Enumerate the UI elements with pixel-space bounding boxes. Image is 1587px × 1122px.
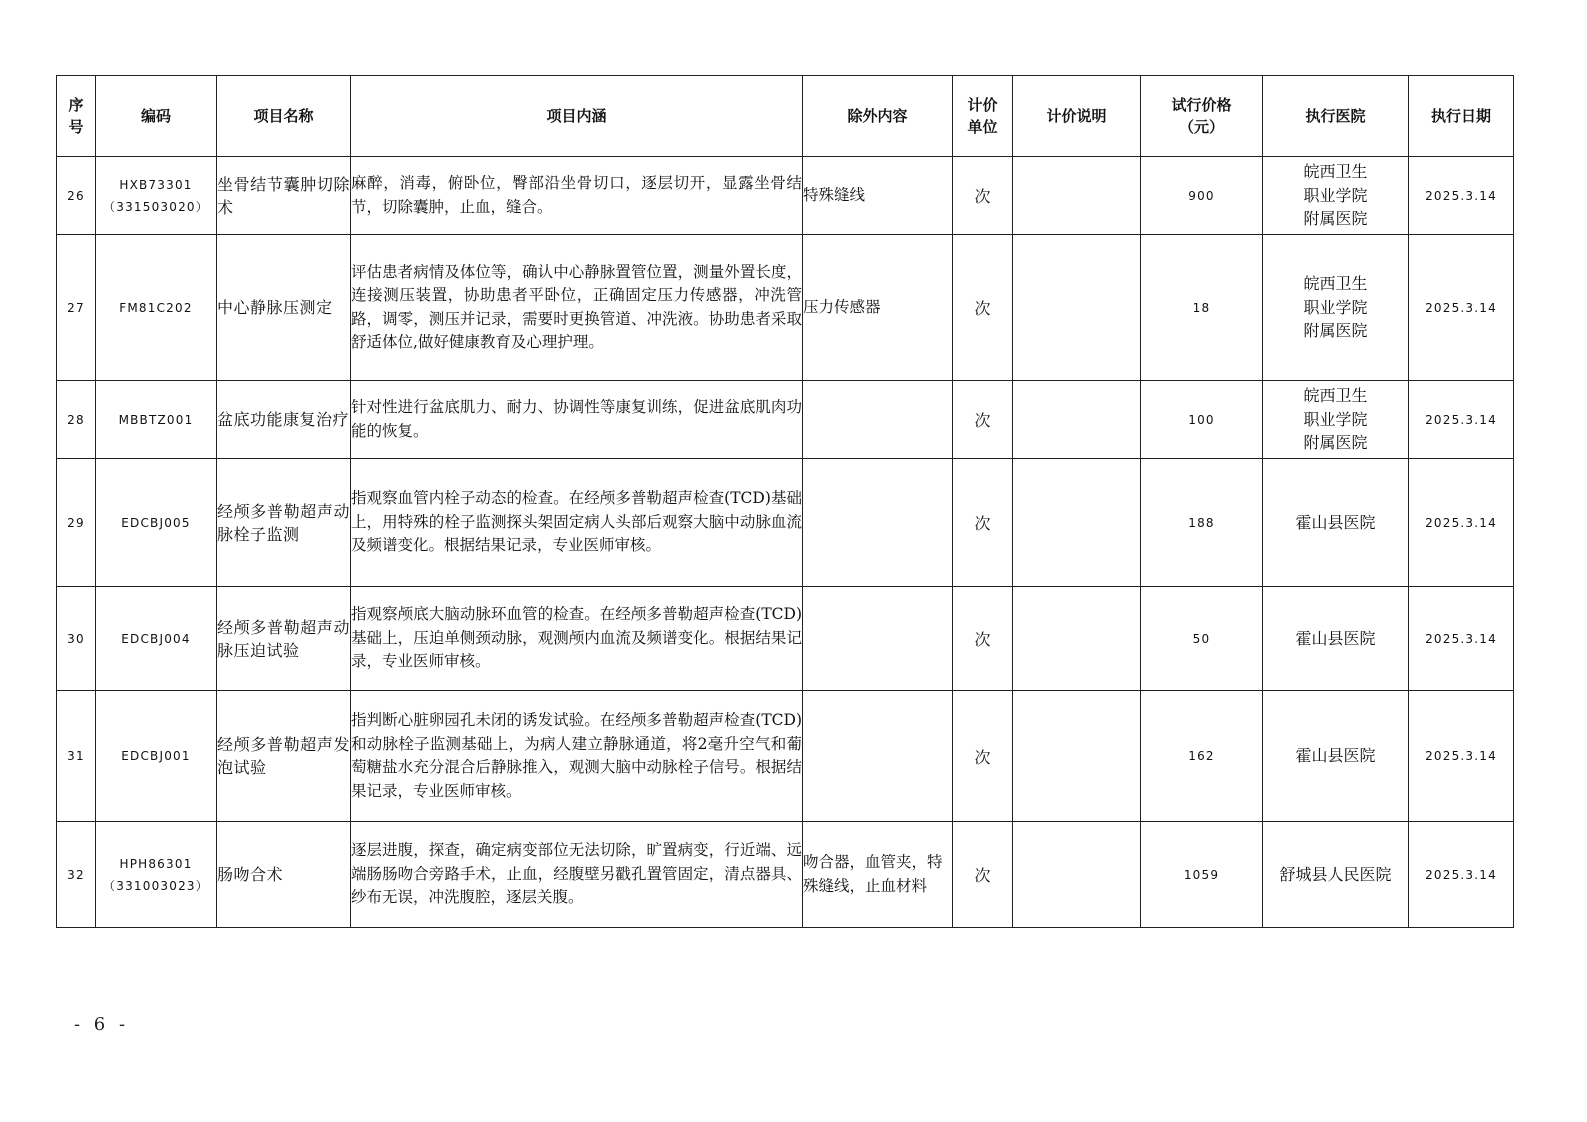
- cell-name: 中心静脉压测定: [217, 235, 351, 381]
- cell-unit: 次: [953, 459, 1013, 587]
- header-content: 项目内涵: [351, 76, 803, 157]
- code-line: FM81C202: [119, 300, 193, 315]
- cell-seq: 30: [57, 587, 96, 691]
- code-line: EDCBJ004: [121, 631, 191, 646]
- header-unit-line-2: 单位: [967, 118, 998, 136]
- price-table-container: [56, 75, 1513, 928]
- cell-code: [96, 691, 217, 822]
- header-price-line-1: 试行价格: [1171, 96, 1232, 114]
- header-code: 编码: [96, 76, 217, 157]
- cell-code: [96, 587, 217, 691]
- cell-hospital: [1263, 235, 1409, 381]
- cell-code: [96, 235, 217, 381]
- cell-note: [1013, 459, 1141, 587]
- cell-code: [96, 157, 217, 235]
- cell-content: 指判断心脏卵园孔未闭的诱发试验。在经颅多普勒超声检查(TCD)和动脉栓子监测基础上，为病人建立静脉通道，将2毫升空气和葡萄糖盐水充分混合后静脉推入，观测大脑中动脉栓子信号。根据结果记录，专业医师审核。: [351, 691, 803, 822]
- cell-name: 经颅多普勒超声发泡试验: [217, 691, 351, 822]
- header-unit: [953, 76, 1013, 157]
- hospital-line: 霍山县医院: [1295, 628, 1376, 648]
- cell-content: 指观察颅底大脑动脉环血管的检查。在经颅多普勒超声检查(TCD)基础上，压迫单侧颈动脉，观测颅内血流及频谱变化。根据结果记录，专业医师审核。: [351, 587, 803, 691]
- cell-exclusions: [803, 459, 953, 587]
- cell-content: 逐层进腹，探查，确定病变部位无法切除，旷置病变，行近端、远端肠肠吻合旁路手术，止血，经腹壁另戳孔置管固定，清点器具、纱布无误，冲洗腹腔，逐层关腹。: [351, 822, 803, 928]
- cell-seq: 31: [57, 691, 96, 822]
- cell-note: [1013, 235, 1141, 381]
- code-line: EDCBJ001: [121, 749, 191, 763]
- cell-price: 1059: [1141, 822, 1263, 928]
- cell-code: [96, 459, 217, 587]
- header-date: 执行日期: [1409, 76, 1514, 157]
- header-price-line-2: （元）: [1178, 118, 1224, 136]
- header-seq-line-2: 号: [68, 118, 84, 136]
- cell-exclusions: 特殊缝线: [803, 157, 953, 235]
- cell-exclusions: 压力传感器: [803, 235, 953, 381]
- header-seq-line-1: 序: [68, 96, 84, 114]
- cell-hospital: [1263, 691, 1409, 822]
- cell-hospital: [1263, 459, 1409, 587]
- header-name: 项目名称: [217, 76, 351, 157]
- cell-exclusions: [803, 691, 953, 822]
- cell-price: 100: [1141, 381, 1263, 459]
- page-number: - 6 -: [74, 1014, 130, 1035]
- cell-unit: 次: [953, 691, 1013, 822]
- cell-note: [1013, 157, 1141, 235]
- cell-seq: 29: [57, 459, 96, 587]
- hospital-line: 皖西卫生: [1303, 386, 1368, 406]
- cell-exclusions: [803, 381, 953, 459]
- hospital-line: 霍山县医院: [1295, 746, 1376, 766]
- cell-price: 900: [1141, 157, 1263, 235]
- cell-seq: 28: [57, 381, 96, 459]
- cell-price: 162: [1141, 691, 1263, 822]
- cell-note: [1013, 381, 1141, 459]
- cell-exclusions: 吻合器，血管夹，特殊缝线，止血材料: [803, 822, 953, 928]
- header-exclusions: 除外内容: [803, 76, 953, 157]
- cell-code: [96, 822, 217, 928]
- cell-content: 针对性进行盆底肌力、耐力、协调性等康复训练，促进盆底肌肉功能的恢复。: [351, 381, 803, 459]
- table-row: [57, 587, 1514, 691]
- table-row: [57, 459, 1514, 587]
- cell-content: 评估患者病情及体位等，确认中心静脉置管位置，测量外置长度，连接测压装置，协助患者平卧位，正确固定压力传感器，冲洗管路，调零，测压并记录，需要时更换管道、冲洗液。协助患者采取舒适体位,做好健康教育及心理护理。: [351, 235, 803, 381]
- header-seq: [57, 76, 96, 157]
- table-row: [57, 157, 1514, 235]
- cell-date: 2025.3.14: [1409, 587, 1514, 691]
- code-line: （331003023）: [103, 878, 209, 893]
- cell-name: 经颅多普勒超声动脉栓子监测: [217, 459, 351, 587]
- hospital-line: 职业学院: [1303, 185, 1368, 205]
- cell-unit: 次: [953, 381, 1013, 459]
- cell-name: 盆底功能康复治疗: [217, 381, 351, 459]
- cell-content: 麻醉，消毒，俯卧位，臀部沿坐骨切口，逐层切开，显露坐骨结节，切除囊肿，止血，缝合。: [351, 157, 803, 235]
- table-row: [57, 691, 1514, 822]
- cell-date: 2025.3.14: [1409, 459, 1514, 587]
- cell-name: 肠吻合术: [217, 822, 351, 928]
- header-note: 计价说明: [1013, 76, 1141, 157]
- cell-date: 2025.3.14: [1409, 235, 1514, 381]
- cell-price: 188: [1141, 459, 1263, 587]
- cell-hospital: [1263, 157, 1409, 235]
- hospital-line: 附属医院: [1303, 209, 1368, 229]
- cell-name: 经颅多普勒超声动脉压迫试验: [217, 587, 351, 691]
- code-line: HXB73301: [119, 177, 193, 192]
- hospital-line: 皖西卫生: [1303, 162, 1368, 182]
- cell-hospital: [1263, 587, 1409, 691]
- cell-date: 2025.3.14: [1409, 381, 1514, 459]
- cell-unit: 次: [953, 157, 1013, 235]
- cell-note: [1013, 822, 1141, 928]
- hospital-line: 附属医院: [1303, 433, 1368, 453]
- code-line: MBBTZ001: [118, 412, 194, 427]
- cell-unit: 次: [953, 235, 1013, 381]
- cell-seq: 26: [57, 157, 96, 235]
- hospital-line: 职业学院: [1303, 297, 1368, 317]
- cell-note: [1013, 587, 1141, 691]
- cell-hospital: [1263, 381, 1409, 459]
- cell-seq: 32: [57, 822, 96, 928]
- code-line: EDCBJ005: [121, 515, 191, 530]
- cell-code: [96, 381, 217, 459]
- table-row: [57, 235, 1514, 381]
- hospital-line: 附属医院: [1303, 321, 1368, 341]
- cell-name: 坐骨结节囊肿切除术: [217, 157, 351, 235]
- cell-date: 2025.3.14: [1409, 822, 1514, 928]
- header-price: [1141, 76, 1263, 157]
- header-unit-line-1: 计价: [967, 96, 998, 114]
- cell-seq: 27: [57, 235, 96, 381]
- cell-hospital: [1263, 822, 1409, 928]
- hospital-line: 皖西卫生: [1303, 274, 1368, 294]
- cell-unit: 次: [953, 822, 1013, 928]
- hospital-line: 霍山县医院: [1295, 512, 1376, 532]
- code-line: HPH86301: [119, 856, 193, 871]
- price-table: [56, 75, 1514, 928]
- cell-date: 2025.3.14: [1409, 157, 1514, 235]
- cell-exclusions: [803, 587, 953, 691]
- code-line: （331503020）: [103, 199, 209, 214]
- cell-date: 2025.3.14: [1409, 691, 1514, 822]
- table-header-row: [57, 76, 1514, 157]
- cell-unit: 次: [953, 587, 1013, 691]
- table-row: [57, 381, 1514, 459]
- header-hospital: 执行医院: [1263, 76, 1409, 157]
- cell-price: 50: [1141, 587, 1263, 691]
- cell-content: 指观察血管内栓子动态的检查。在经颅多普勒超声检查(TCD)基础上，用特殊的栓子监测探头架固定病人头部后观察大脑中动脉血流及频谱变化。根据结果记录，专业医师审核。: [351, 459, 803, 587]
- hospital-line: 舒城县人民医院: [1279, 864, 1392, 884]
- cell-price: 18: [1141, 235, 1263, 381]
- cell-note: [1013, 691, 1141, 822]
- hospital-line: 职业学院: [1303, 409, 1368, 429]
- table-row: [57, 822, 1514, 928]
